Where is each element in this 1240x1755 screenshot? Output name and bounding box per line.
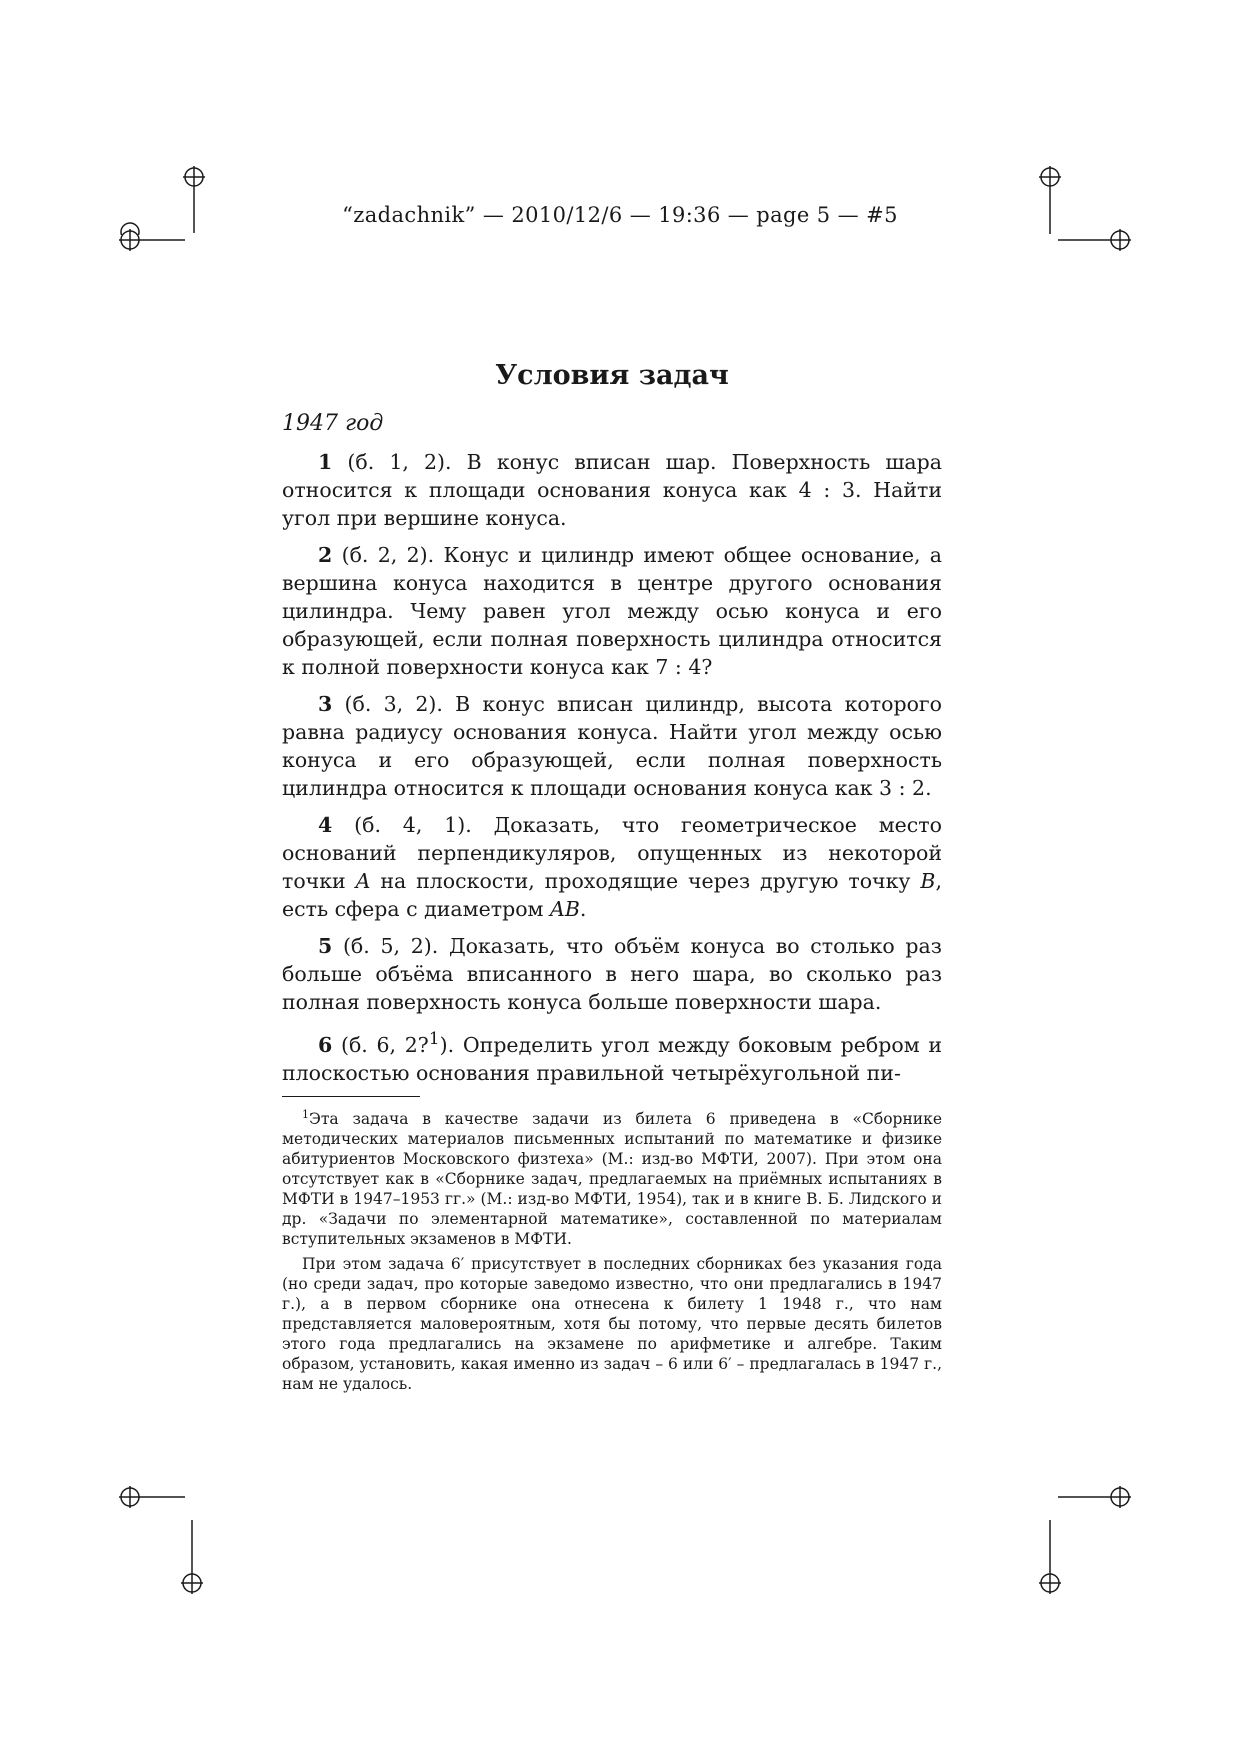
problem-ref: (б. 5, 2). [342,934,439,958]
footnote-rule [282,1096,420,1097]
problem-number: 5 [318,934,333,958]
footnote-reference: 1 [428,1029,440,1049]
problem-ref-end: ). [439,1032,455,1057]
problem-number: 2 [318,543,333,567]
problem-text: В конус вписан цилиндр, высота которого равна радиусу основания конуса. Найти угол между осью конуса и его образующей, если полная поверхность цилиндра относится к площади основания конуса как 3 : 2. [282,692,942,800]
point-variable: B [920,869,936,893]
problem-3 [282,690,942,802]
problem-1 [282,448,942,532]
problem-text: Доказать, что геометрическое место оснований перпендикуляров, опущенных из некоторой точки [282,813,942,893]
footnote-text: При этом задача 6′ присутствует в последних сборниках без указания года (но среди задач, про которые заведомо известно, что они предлагались в 1947 г.), а в первом сборнике она отнесена к билету 1 1948 г., что нам представляется маловероятным, хотя бы потому, что первые десять билетов этого года предлагались на экзамене по арифметике и алгебре. Таким образом, установить, какая именно из задач – 6 или 6′ – предлагалась в 1947 г., нам не удалось. [282,1254,942,1393]
problem-text: В конус вписан шар. Поверхность шара относится к площади основания конуса как 4 : 3. Найти угол при вершине конуса. [282,450,942,530]
problem-ref: (б. 4, 1). [354,813,472,837]
problem-4 [282,811,942,923]
problem-text: Конус и цилиндр имеют общее основание, а вершина конуса находится в центре другого основания цилиндра. Чему равен угол между осью конуса и его образующей, если полная поверхность цилиндра относится к полной поверхности конуса как 7 : 4? [282,543,942,679]
point-variable: A [355,869,371,893]
footnote-mark: 1 [302,1107,309,1121]
footnote-paragraph-2 [282,1254,942,1394]
segment-variable: AB [550,897,580,921]
crop-mark-left-bottom [115,1482,195,1512]
problem-text: Доказать, что объём конуса во столько раз больше объёма вписанного в него шара, во сколько раз полная поверхность конуса больше поверхности шара. [282,934,942,1014]
problem-text: , есть сфера с диаметром [282,869,942,921]
crop-mark-right-bottom [1058,1482,1138,1512]
footnote-text: Эта задача в качестве задачи из билета 6 приведена в «Сборнике методических материалов письменных испытаний по математике и физике абитуриентов Московского физтеха» (М.: изд-во МФТИ, 2007). При этом она отсутствует как в «Сборнике задач, предлагаемых на приёмных испытаниях в МФТИ в 1947–1953 гг.» (М.: изд-во МФТИ, 1954), так и в книге В. Б. Лидского и др. «Задачи по элементарной математике», составленной по материалам вступительных экзаменов в МФТИ. [282,1109,942,1248]
page-header: “zadachnik” — 2010/12/6 — 19:36 — page 5 — #5 [342,203,898,227]
footnote-paragraph-1 [282,1105,942,1249]
problem-5 [282,932,942,1016]
problem-ref: (б. 6, 2? [340,1032,429,1057]
problem-text: Определить угол между боковым ребром и плоскостью основания правильной четырёхугольной пи- [282,1032,942,1085]
year-heading: 1947 год [282,411,384,436]
problem-ref: (б. 2, 2). [341,543,435,567]
crop-mark-bottom-left [176,1520,216,1600]
problem-number: 1 [318,450,333,474]
problem-number: 3 [318,692,333,716]
problem-ref: (б. 1, 2). [347,450,452,474]
problem-ref: (б. 3, 2). [344,692,443,716]
problem-text: . [579,897,587,921]
problem-number: 4 [318,813,333,837]
section-title: Условия задач [495,360,729,391]
problem-text: на плоскости, проходящие через другую точку [380,869,911,893]
problem-2 [282,541,942,681]
crop-mark-left-top [115,225,195,255]
crop-mark-right-top [1058,225,1138,255]
crop-mark-bottom-right [1030,1520,1070,1600]
problem-number: 6 [318,1032,333,1057]
problem-6 [282,1025,942,1087]
page-content [282,360,942,1399]
